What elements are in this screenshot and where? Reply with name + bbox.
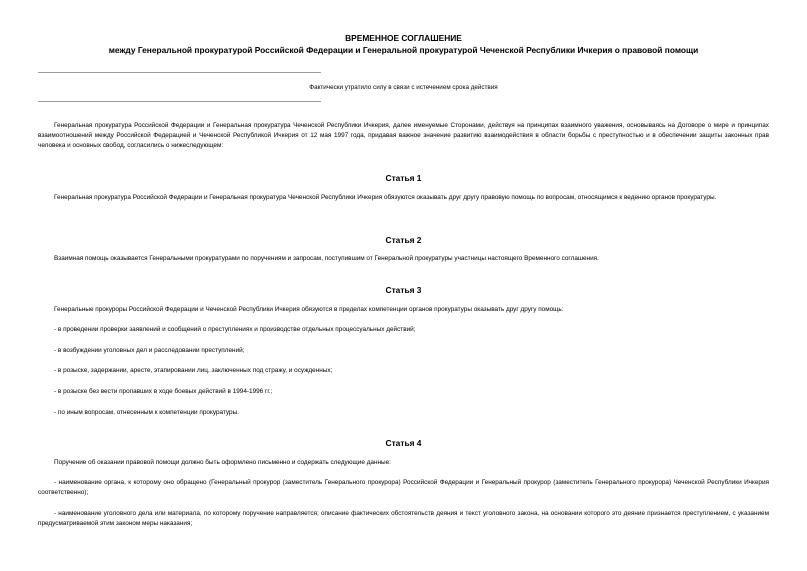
- article-1-paragraph: Генеральная прокуратура Российской Федерации и Генеральная прокуратура Чеченской Республики Ичкерия обязуются оказывать друг другу правовую помощь по вопросам, относящимся к ведению органов прокуратуры.: [54, 194, 717, 201]
- article-3-item: - в розыске, задержании, аресте, этапировании лиц, заключенных под стражу, и осужденных;: [54, 367, 333, 374]
- article-3-heading: Статья 3: [385, 285, 422, 295]
- status-note: Фактически утратило силу в связи с истечением срока действия: [309, 84, 498, 91]
- article-4-item: - наименование органа, к которому оно обращено (Генеральный прокурор (заместитель Генерального прокурора) Российской Федерации и Генеральный прокурор (заместитель Генерального прокурора) Чеченской Республики Ичкерия соответственно);: [38, 479, 769, 496]
- article-3-item: - по иным вопросам, отнесенным к компетенции прокуратуры.: [54, 409, 239, 416]
- article-4-intro: Поручение об оказании правовой помощи должно быть оформлено письменно и содержать следующие данные:: [54, 459, 391, 466]
- preamble-paragraph: Генеральная прокуратура Российской Федерации и Генеральная прокуратура Чеченской Республики Ичкерия, далее именуемые Сторонами, действуя на принципах взаимного уважения, основываясь на Договоре о мире и принципах взаимоотношений между Российской Федерацией и Чеченской Республикой Ичкерия от 12 мая 1997 года, придавая важное значение развитию взаимодействия в области борьбы с преступностью и в обеспечении защиты законных прав человека и основных свобод, согласились о нижеследующем:: [38, 122, 769, 149]
- article-3-intro: Генеральные прокуроры Российской Федерации и Чеченской Республики Ичкерия обязуются в пределах компетенции органов прокуратуры оказывать друг другу помощь:: [54, 306, 564, 313]
- document-subtitle: между Генеральной прокуратурой Российской Федерации и Генеральной прокуратурой Чеченской Республики Ичкерия о правовой помощи: [108, 45, 699, 55]
- article-1-heading: Статья 1: [385, 173, 422, 183]
- article-2-heading: Статья 2: [385, 235, 422, 245]
- divider-bottom: [38, 101, 321, 102]
- article-3-item: - в возбуждении уголовных дел и расследовании преступлений;: [54, 347, 245, 354]
- article-2-paragraph: Взаимная помощь оказывается Генеральными прокуратурами по поручениям и запросам, поступившим от Генеральной прокуратуры участницы настоящего Временного соглашения.: [54, 255, 599, 262]
- article-4-item: - наименование уголовного дела или материала, по которому поручение направляется; описание фактических обстоятельств деяния и текст уголовного закона, на основании которого это деяние признается преступлением, с указанием предусматриваемой этим законом меры наказания;: [38, 510, 769, 527]
- divider-top: [38, 72, 321, 73]
- article-4-heading: Статья 4: [385, 438, 422, 448]
- article-3-item: - в розыске без вести пропавших в ходе боевых действий в 1994-1996 гг.;: [54, 388, 273, 395]
- article-3-item: - в проведении проверки заявлений и сообщений о преступлениях и производстве отдельных процессуальных действий;: [54, 326, 416, 333]
- document-title: ВРЕМЕННОЕ СОГЛАШЕНИЕ: [345, 33, 462, 43]
